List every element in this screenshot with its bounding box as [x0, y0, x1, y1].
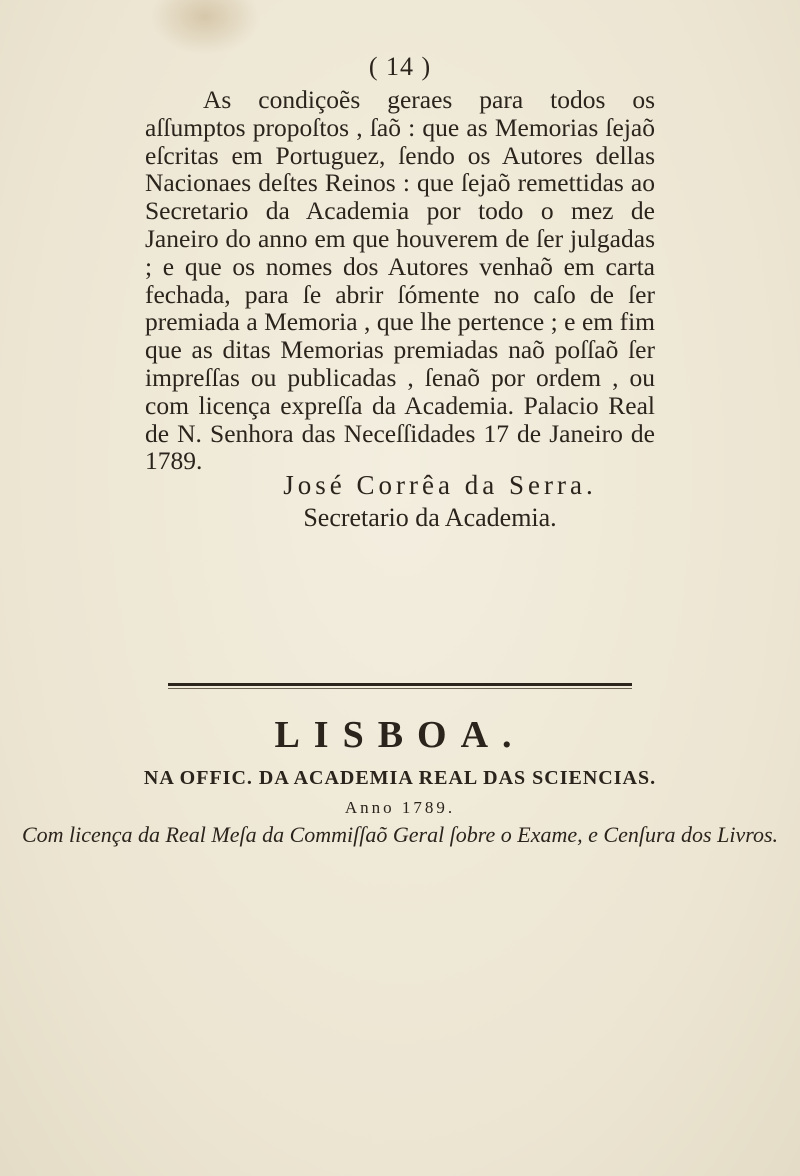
imprint-license: Com licença da Real Meſa da Commiſſaõ Geral ſobre o Exame, e Cenſura dos Livros. [21, 822, 779, 847]
imprint-year: Anno 1789. [344, 798, 456, 817]
imprint-block [0, 713, 800, 848]
divider-rule [168, 683, 632, 686]
imprint-city: LISBOA. [274, 714, 526, 756]
paper-stain [150, 0, 260, 55]
signature-block [0, 470, 800, 533]
page-number: ( 14 ) [368, 52, 432, 81]
signatory-title: Secretario da Academia. [303, 503, 557, 532]
body-paragraph: As condiçoẽs geraes para todos os aſſumptos propoſtos , ſaõ : que as Memorias ſejaõ eſcritas em Portuguez, ſendo os Autores dellas Nacionaes deſtes Reinos : que ſejaõ remettidas ao Secretario da Academia por todo o mez de Janeiro do anno em que houverem de ſer julgadas ; e que os nomes dos Autores venhaõ em carta fechada, para ſe abrir ſómente no caſo de ſer premiada a Memoria , que lhe pertence ; e em fim que as ditas Memorias premiadas naõ poſſaõ ſer impreſſas ou publicadas , ſenaõ por ordem , ou com licença expreſſa da Academia. Palacio Real de N. Senhora das Neceſſidades 17 de Janeiro de 1789. [145, 85, 655, 476]
imprint-office: NA OFFIC. DA ACADEMIA REAL DAS SCIENCIAS. [143, 767, 657, 789]
body-text [145, 86, 655, 475]
divider-rule-thin [168, 688, 632, 689]
signatory-name: José Corrêa da Serra. [283, 470, 597, 500]
